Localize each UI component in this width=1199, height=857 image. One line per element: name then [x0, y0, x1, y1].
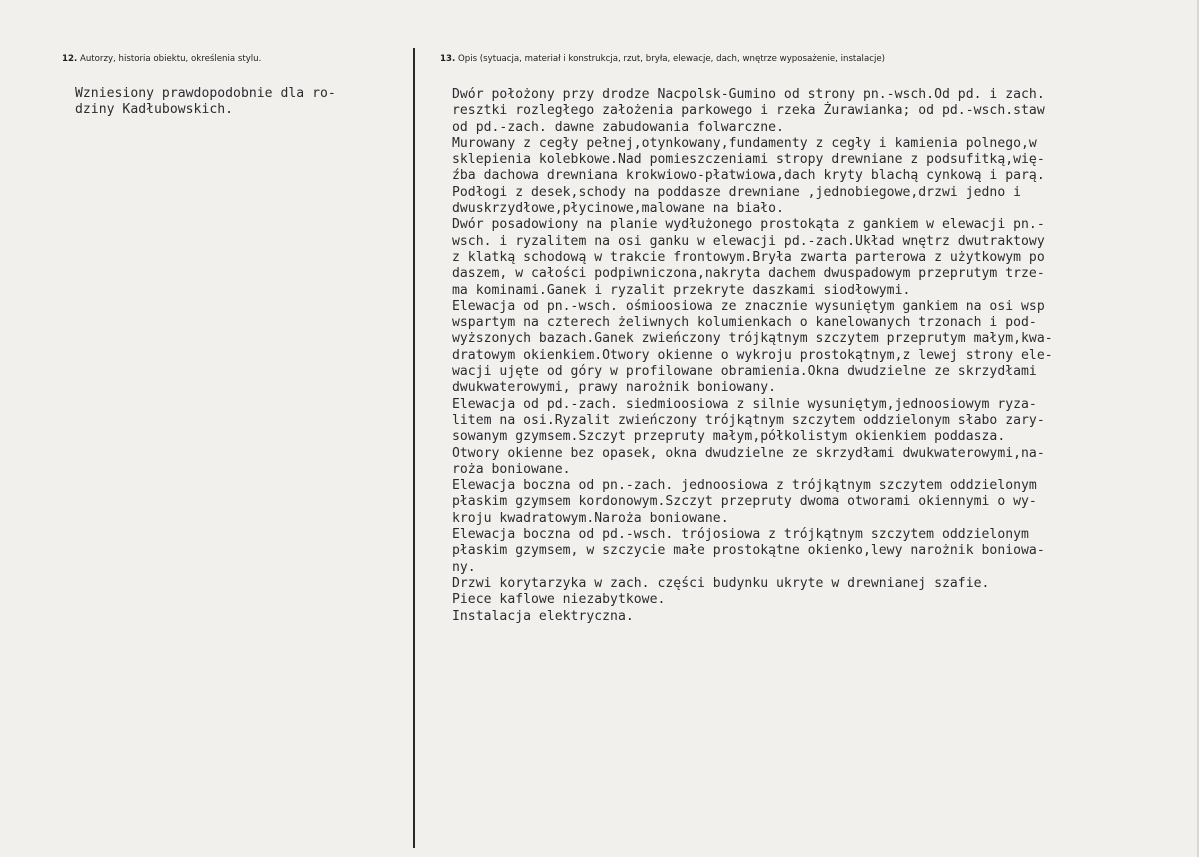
- typed-line: Elewacja boczna od pn.-zach. jednoosiowa z trójkątnym szczytem oddzielonym: [452, 478, 1037, 494]
- typed-line: płaskim gzymsem, w szczycie małe prostokątne okienko,lewy narożnik boniowa-: [452, 543, 1045, 559]
- typed-line: Dwór posadowiony na planie wydłużonego prostokąta z gankiem w elewacji pn.-: [452, 217, 1045, 233]
- typed-line: resztki rozległego założenia parkowego i rzeka Żurawianka; od pd.-wsch.staw: [452, 103, 1045, 119]
- typed-line: daszem, w całości podpiwniczona,nakryta dachem dwuspadowym przeprutym trze-: [452, 266, 1045, 282]
- typed-line: wyższonych bazach.Ganek zwieńczony trójkątnym szczytem przeprutym małym,kwa-: [452, 331, 1053, 347]
- typed-line: Otwory okienne bez opasek, okna dwudzielne ze skrzydłami dwukwaterowymi,na-: [452, 445, 1045, 461]
- typed-line: Podłogi z desek,schody na poddasze drewniane ,jednobiegowe,drzwi jedno i: [452, 184, 1022, 200]
- typed-line: roża boniowane.: [452, 461, 571, 477]
- typed-line: Elewacja od pd.-zach. siedmioosiowa z silnie wysuniętym,jednoosiowym ryza-: [452, 396, 1037, 412]
- typed-line: Instalacja elektryczna.: [452, 608, 634, 624]
- authors-history-text: [75, 86, 405, 119]
- typed-line: litem na osi.Ryzalit zwieńczony trójkątnym szczytem oddzielonym słabo zary-: [452, 412, 1045, 428]
- typed-line: sklepienia kolebkowe.Nad pomieszczeniami stropy drewniane z podsufitką,wię-: [452, 152, 1045, 168]
- typed-line: od pd.-zach. dawne zabudowania folwarczne.: [452, 119, 784, 135]
- column-divider: [413, 48, 415, 848]
- description-text: [452, 87, 1197, 625]
- typed-line: Wzniesiony prawdopodobnie dla ro-: [75, 86, 336, 101]
- typed-line: płaskim gzymsem kordonowym.Szczyt przepruty dwoma otworami okiennymi o wy-: [452, 494, 1037, 510]
- typed-line: dratowym okienkiem.Otwory okienne o wykroju prostokątnym,z lewej strony ele-: [452, 347, 1053, 363]
- typed-line: wacji ujęte od góry w profilowane obramienia.Okna dwudzielne ze skrzydłami: [452, 364, 1037, 380]
- typed-line: kroju kwadratowym.Naroża boniowane.: [452, 510, 729, 526]
- typed-line: dziny Kadłubowskich.: [75, 102, 234, 118]
- typed-line: ny.: [452, 559, 476, 575]
- section-13-header: [440, 54, 885, 64]
- typed-line: Murowany z cegły pełnej,otynkowany,fundamenty z cegły i kamienia polnego,w: [452, 135, 1037, 151]
- section-12-header: [62, 54, 261, 64]
- typed-line: wsch. i ryzalitem na osi ganku w elewacji pd.-zach.Układ wnętrz dwutraktowy: [452, 233, 1045, 249]
- typed-line: źba dachowa drewniana krokwiowo-płatwiowa,dach kryty blachą cynkową i parą.: [452, 168, 1045, 184]
- section-12-title: Autorzy, historia obiektu, określenia stylu.: [79, 54, 262, 64]
- section-13-title: Opis (sytuacja, materiał i konstrukcja, rzut, bryła, elewacje, dach, wnętrze wyposażenie, instalacje): [457, 54, 885, 64]
- typed-line: dwuskrzydłowe,płycinowe,malowane na biało.: [452, 201, 784, 217]
- typed-line: sowanym gzymsem.Szczyt przepruty małym,półkolistym okienkiem poddasza.: [452, 429, 1006, 445]
- typed-line: Piece kaflowe niezabytkowe.: [452, 592, 666, 608]
- typed-line: ma kominami.Ganek i ryzalit przekryte daszkami siodłowymi.: [452, 282, 911, 298]
- typed-line: Dwór położony przy drodze Nacpolsk-Gumino od strony pn.-wsch.Od pd. i zach.: [452, 87, 1045, 102]
- typed-line: wspartym na czterech żeliwnych kolumienkach o kanelowanych trzonach i pod-: [452, 315, 1037, 331]
- typed-line: Elewacja boczna od pd.-wsch. trójosiowa z trójkątnym szczytem oddzielonym: [452, 527, 1029, 543]
- typed-line: Drzwi korytarzyka w zach. części budynku ukryte w drewnianej szafie.: [452, 575, 990, 591]
- typed-line: Elewacja od pn.-wsch. ośmioosiowa ze znacznie wysuniętym gankiem na osi wsp: [452, 298, 1045, 314]
- typed-line: z klatką schodową w trakcie frontowym.Bryła zwarta parterowa z użytkowym po: [452, 249, 1045, 265]
- section-13-number: 13.: [440, 54, 456, 64]
- section-12-number: 12.: [62, 54, 78, 64]
- typed-line: dwukwaterowymi, prawy narożnik boniowany.: [452, 380, 777, 396]
